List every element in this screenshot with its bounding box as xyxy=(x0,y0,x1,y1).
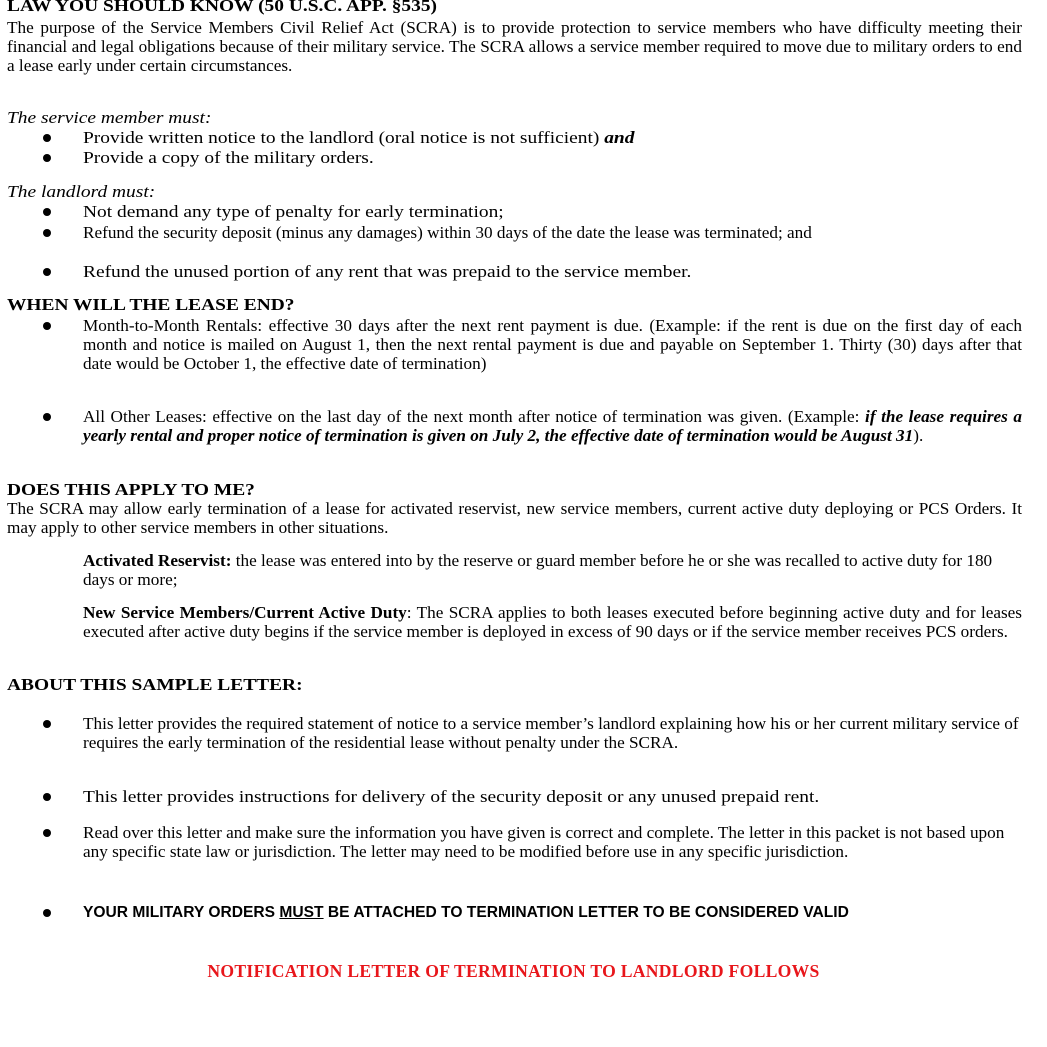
apply-intro: The SCRA may allow early termination of a lease for activated reservist, new service members, current active duty deploying or PCS Orders. It may apply to other service members in other situations. xyxy=(7,499,1022,538)
bullet-icon xyxy=(43,229,51,237)
bullet-icon xyxy=(43,268,51,276)
service-member-item: Provide written notice to the landlord (oral notice is not sufficient) and xyxy=(83,128,635,147)
law-intro: The purpose of the Service Members Civil Relief Act (SCRA) is to provide protection to service members who have difficulty meeting their financial and legal obligations because of their military service. The SCRA allows a service member required to move due to military orders to end a lease early under certain circumstances. xyxy=(7,18,1022,76)
bullet-icon xyxy=(43,829,51,837)
must-emphasis: MUST xyxy=(279,904,324,921)
month-to-month-item: Month-to-Month Rentals: effective 30 days after the next rent payment is due. (Example: if the rent is due on the first day of each month and notice is mailed on August 1, then the next rental payment is due and payable on September 1. Thirty (30) days after that date would be October 1, the effective date of termination) xyxy=(83,316,1022,374)
bullet-icon xyxy=(43,413,51,421)
service-member-label: The service member must: xyxy=(7,108,212,127)
landlord-label: The landlord must: xyxy=(7,182,156,201)
bullet-icon xyxy=(43,134,51,142)
sample-item: This letter provides the required statement of notice to a service member’s landlord explaining how his or her current military service of requires the early termination of the residential lease without penalty under the SCRA. xyxy=(83,714,1019,753)
other-leases-item: All Other Leases: effective on the last day of the next month after notice of termination was given. (Example: if the lease requires a yearly rental and proper notice of termination is given on July 2, the effective date of termination would be August 31). xyxy=(83,407,1023,446)
lease-end-heading: WHEN WILL THE LEASE END? xyxy=(7,295,295,314)
bullet-icon xyxy=(43,793,51,801)
termination-letter-notice: NOTIFICATION LETTER OF TERMINATION TO LANDLORD FOLLOWS xyxy=(207,961,820,981)
sample-item: Read over this letter and make sure the information you have given is correct and complete. The letter in this packet is not based upon any specific state law or jurisdiction. The letter may need to be modified before use in any specific jurisdiction. xyxy=(83,823,1005,862)
military-orders-notice: YOUR MILITARY ORDERS MUST BE ATTACHED TO TERMINATION LETTER TO BE CONSIDERED VALID xyxy=(83,904,849,921)
service-member-item: Provide a copy of the military orders. xyxy=(83,148,374,167)
law-heading: LAW YOU SHOULD KNOW (50 U.S.C. APP. §535) xyxy=(7,0,438,15)
landlord-item: Refund the security deposit (minus any damages) within 30 days of the date the lease was terminated; and xyxy=(83,223,812,242)
bullet-icon xyxy=(43,208,51,216)
bullet-icon xyxy=(43,322,51,330)
sample-item: This letter provides instructions for delivery of the security deposit or any unused prepaid rent. xyxy=(83,787,820,806)
apply-heading: DOES THIS APPLY TO ME? xyxy=(7,480,255,499)
landlord-item: Refund the unused portion of any rent that was prepaid to the service member. xyxy=(83,262,692,281)
bullet-icon xyxy=(43,909,51,917)
sample-heading: ABOUT THIS SAMPLE LETTER: xyxy=(7,675,303,694)
landlord-item: Not demand any type of penalty for early termination; xyxy=(83,202,504,221)
bullet-icon xyxy=(43,154,51,162)
bullet-icon xyxy=(43,720,51,728)
activated-reservist-paragraph: Activated Reservist: the lease was entered into by the reserve or guard member before he or she was recalled to active duty for 180 days or more; xyxy=(83,551,993,590)
new-service-members-paragraph: New Service Members/Current Active Duty: The SCRA applies to both leases executed before beginning active duty and for leases executed after active duty begins if the service member is deployed in excess of 90 days or if the service member receives PCS orders. xyxy=(83,603,1022,642)
